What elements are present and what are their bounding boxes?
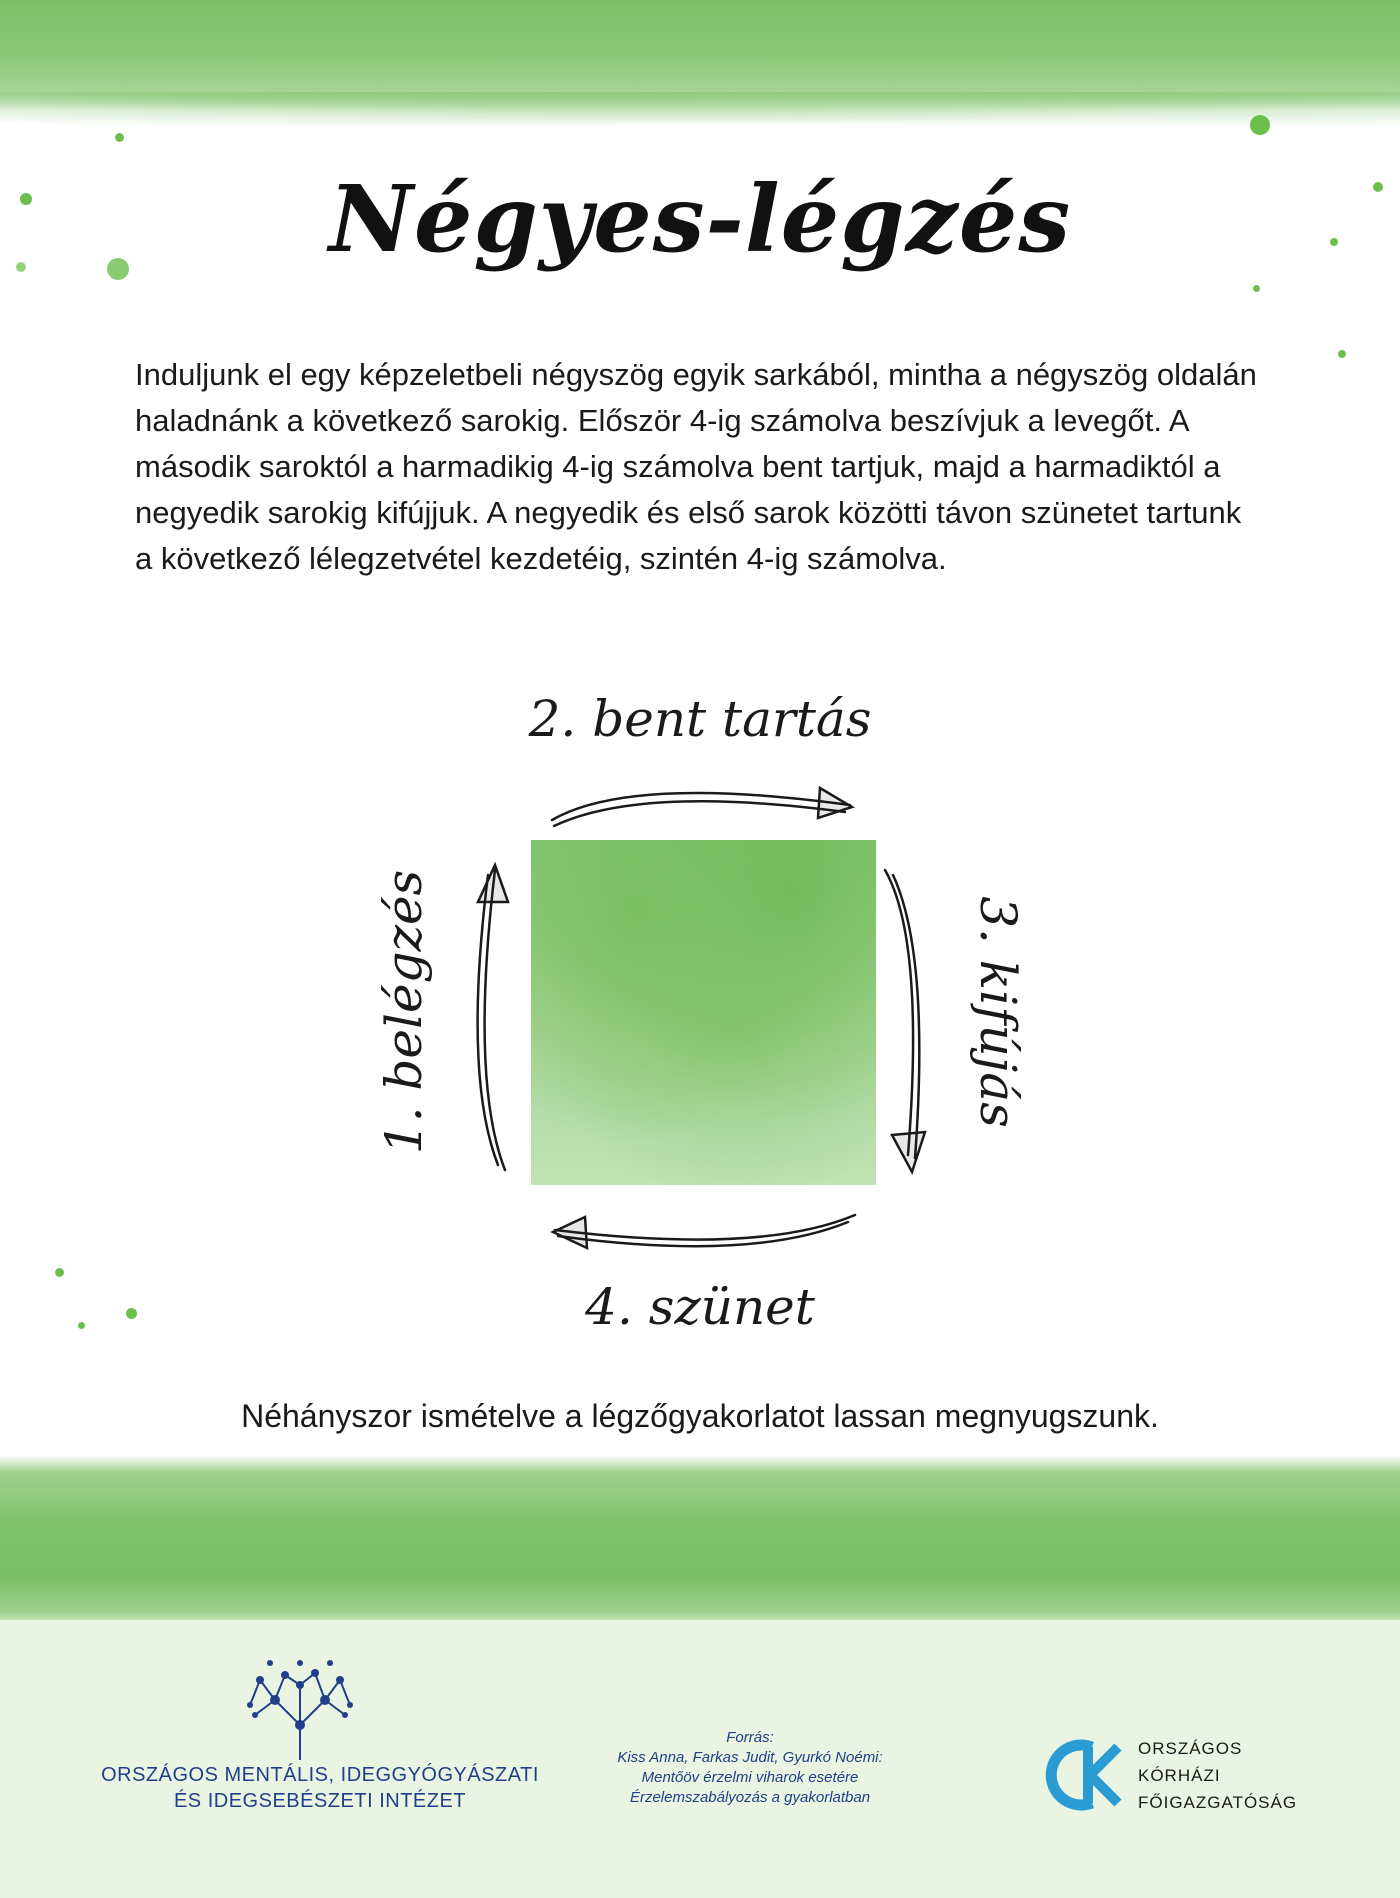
institute-name	[40, 1762, 600, 1814]
institute-name-line2: ÉS IDEGSEBÉSZETI INTÉZET	[173, 1790, 467, 1812]
institute-name-line1: ORSZÁGOS MENTÁLIS, IDEGGYÓGYÁSZATI	[101, 1764, 539, 1786]
source-title: Mentőöv érzelmi viharok esetére	[641, 1769, 859, 1786]
okfo-name	[1138, 1735, 1358, 1816]
source-authors: Kiss Anna, Farkas Judit, Gyurkó Noémi:	[617, 1749, 883, 1766]
intro-paragraph: Induljunk el egy képzeletbeli négyszög egyik sarkából, mintha a négyszög oldalán haladnánk a következő sarokig. Először 4-ig számolva beszívjuk a levegőt. A második saroktól a harmadikig 4-ig számolva bent tartjuk, majd a harmadiktól a negyedik sarokig kifújjuk. A negyedik és első sarok közötti távon szünetet tartunk a következő lélegzetvétel kezdetéig, szintén 4-ig számolva.	[135, 357, 1257, 576]
source-subtitle: Érzelemszabályozás a gyakorlatban	[629, 1789, 871, 1806]
step-exhale-label: 3. kifújás	[969, 896, 1027, 1128]
source-label: Forrás:	[726, 1729, 774, 1746]
network-tree-logo	[240, 1655, 360, 1765]
step-inhale-label: 1. belégzés	[375, 869, 433, 1155]
source-citation	[560, 1728, 940, 1808]
splatter-dot	[1253, 285, 1260, 292]
splatter-dot	[1250, 115, 1270, 135]
splatter-dot	[115, 133, 124, 142]
closing-sentence: Néhányszor ismételve a légzőgyakorlatot lassan megnyugszunk.	[241, 1398, 1159, 1434]
page-title: Négyes-légzés	[328, 165, 1072, 273]
okfo-name-line1: ORSZÁGOS	[1138, 1739, 1243, 1758]
step-pause-label: 4. szünet	[585, 1278, 815, 1336]
okfo-name-line3: FŐIGAZGATÓSÁG	[1138, 1793, 1298, 1812]
splatter-dot	[1338, 350, 1346, 358]
top-watercolor-band	[0, 0, 1400, 110]
breathing-arrows	[340, 680, 1060, 1340]
step-hold-label: 2. bent tartás	[528, 690, 872, 748]
bottom-watercolor-band	[0, 1455, 1400, 1630]
okfo-name-line2: KÓRHÁZI	[1138, 1766, 1221, 1785]
okfo-logo	[1040, 1735, 1150, 1815]
splatter-dot	[55, 1268, 64, 1277]
